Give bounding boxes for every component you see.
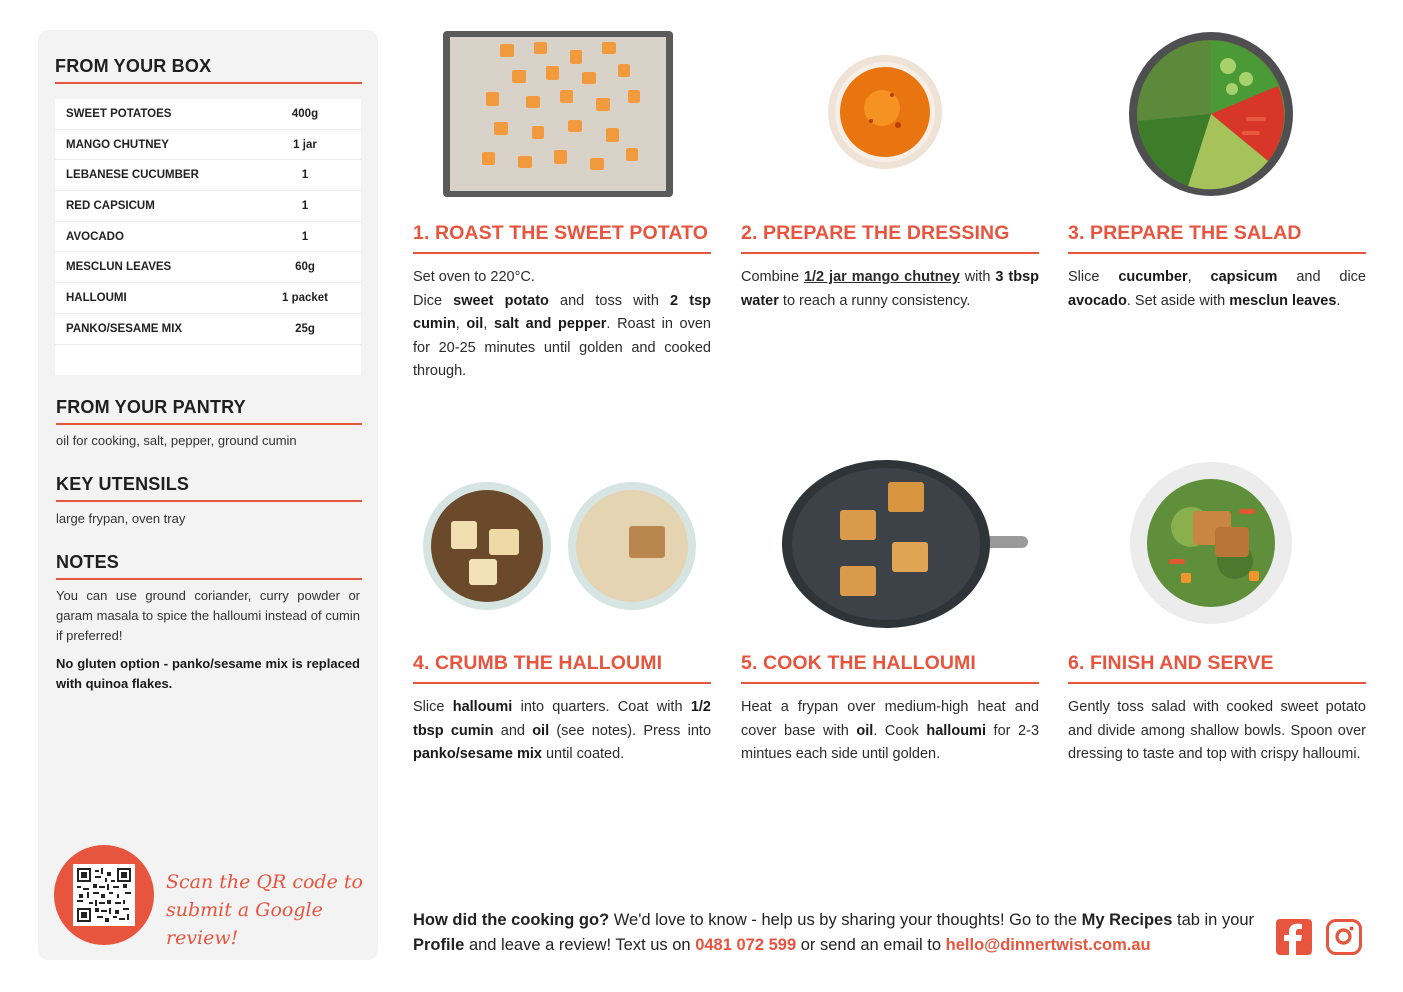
notes-gluten-option: No gluten option - panko/sesame mix is replaced with quinoa flakes.	[56, 656, 360, 691]
notes-title: NOTES	[56, 552, 120, 572]
notes-rule	[56, 578, 362, 580]
ingredient-row	[55, 314, 361, 345]
qr-caption	[166, 868, 366, 952]
ingredient-name: HALLOUMI	[66, 291, 127, 304]
ingredient-qty: 1 packet	[281, 291, 329, 304]
qr-caption-line1: Scan the QR code to	[166, 871, 363, 893]
ingredient-qty: 60g	[295, 261, 315, 274]
qr-caption-line2: submit a Google review!	[166, 899, 323, 949]
step-2-rule	[741, 252, 1039, 254]
ingredient-name: AVOCADO	[66, 230, 124, 243]
step-5-rule	[741, 682, 1039, 684]
ingredient-row	[55, 191, 361, 222]
step-6-title: 6. FINISH AND SERVE	[1068, 652, 1274, 674]
utensils-text: large frypan, oven tray	[56, 511, 186, 526]
qr-badge[interactable]	[54, 845, 154, 945]
salad-bowl-image	[1128, 31, 1294, 197]
ingredient-name: SWEET POTATOES	[66, 107, 172, 120]
ingredient-qty: 1	[301, 199, 309, 212]
ingredients-table	[55, 99, 361, 375]
pantry-rule	[56, 423, 362, 425]
qr-code	[73, 864, 135, 926]
ingredient-row	[55, 252, 361, 283]
feedback-message: How did the cooking go? We'd love to know - help us by sharing your thoughts! Go to the My Recipes tab in your Profile and leave a review! Text us on 0481 072 599 or send an email to hello@dinnertwist.com.au	[413, 911, 1255, 954]
email-link[interactable]: hello@dinnertwist.com.au	[945, 936, 1151, 954]
ingredient-name: LEBANESE CUCUMBER	[66, 169, 199, 182]
dressing-bowl-image	[826, 53, 944, 171]
step-2-title: 2. PREPARE THE DRESSING	[741, 222, 1010, 244]
ingredient-row	[55, 222, 361, 253]
step-6-text: Gently toss salad with cooked sweet potato and divide among shallow bowls. Spoon over dressing to taste and top with crispy halloumi.	[1068, 699, 1366, 762]
pantry-title: FROM YOUR PANTRY	[56, 397, 246, 417]
step-4-title: 4. CRUMB THE HALLOUMI	[413, 652, 663, 674]
step-5-text: Heat a frypan over medium-high heat and cover base with oil. Cook halloumi for 2-3 mintues each side until golden.	[741, 699, 1040, 762]
utensils-rule	[56, 500, 362, 502]
instagram-icon[interactable]	[1326, 919, 1362, 955]
ingredient-qty: 25g	[295, 322, 315, 335]
ingredient-qty: 1 jar	[293, 138, 317, 151]
ingredient-row	[55, 130, 361, 161]
step-5-title: 5. COOK THE HALLOUMI	[741, 652, 976, 674]
ingredient-name: MESCLUN LEAVES	[66, 261, 172, 274]
step-3-rule	[1068, 252, 1366, 254]
step-2-text: Combine 1/2 jar mango chutney with 3 tbsp water to reach a runny consistency.	[741, 269, 1040, 309]
step-1-text	[413, 266, 711, 384]
ingredient-qty: 1	[301, 169, 309, 182]
step-4-rule	[413, 682, 711, 684]
facebook-icon[interactable]	[1276, 919, 1312, 955]
from-box-title: FROM YOUR BOX	[55, 56, 212, 76]
phone-link[interactable]: 0481 072 599	[695, 936, 797, 954]
step-3-text: Slice cucumber, capsicum and dice avocado. Set aside with mesclun leaves.	[1068, 269, 1366, 309]
utensils-title: KEY UTENSILS	[56, 474, 190, 494]
step-6-rule	[1068, 682, 1366, 684]
roasting-tray-image	[442, 30, 674, 200]
step-1-title: 1. ROAST THE SWEET POTATO	[413, 222, 709, 244]
sidebar-panel	[38, 30, 378, 960]
step-3-title: 3. PREPARE THE SALAD	[1068, 222, 1302, 244]
step-1-line-1: Set oven to 220°C.	[413, 269, 535, 285]
step-4-text: Slice halloumi into quarters. Coat with 1/2 tbsp cumin and oil (see notes). Press into panko/sesame mix until coated.	[413, 699, 712, 762]
final-dish-image	[1129, 461, 1293, 625]
ingredient-row	[55, 99, 361, 130]
ingredient-name: RED CAPSICUM	[66, 199, 155, 212]
ingredient-qty: 1	[301, 230, 309, 243]
pantry-text: oil for cooking, salt, pepper, ground cumin	[56, 433, 297, 448]
ingredient-row	[55, 283, 361, 314]
from-box-rule	[55, 82, 362, 84]
ingredient-name: PANKO/SESAME MIX	[66, 322, 183, 335]
ingredient-name: MANGO CHUTNEY	[66, 138, 169, 151]
notes-text: You can use ground coriander, curry powder or garam masala to spice the halloumi instead of cumin if preferred!	[56, 588, 360, 643]
step-1-rule	[413, 252, 711, 254]
ingredient-qty: 400g	[291, 107, 319, 120]
qr-code-graphic	[77, 868, 131, 922]
step-1-line-2: Dice sweet potato and toss with 2 tsp cumin, oil, salt and pepper. Roast in oven for 20-25 minutes until golden and cooked through.	[413, 292, 712, 379]
ingredient-row	[55, 160, 361, 191]
frypan-image	[782, 460, 1030, 628]
halloumi-bowls-image	[421, 481, 699, 611]
